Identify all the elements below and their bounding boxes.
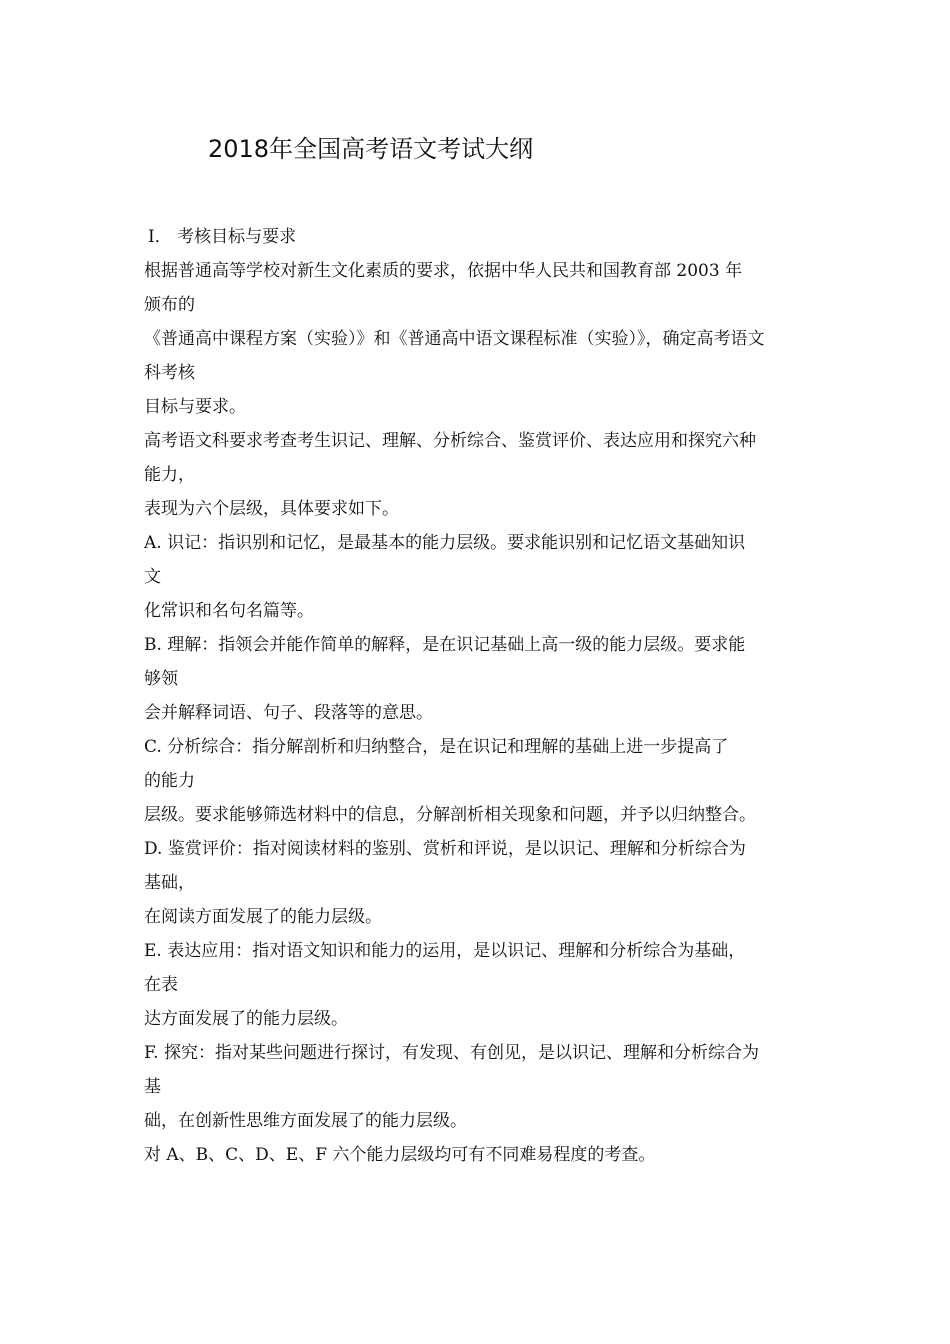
ability-c-line: 的能力 (144, 771, 195, 791)
ability-f-line: F. 探究：指对某些问题进行探讨，有发现、有创见，是以识记、理解和分析综合为 (144, 1043, 759, 1063)
paragraph-line: 目标与要求。 (144, 397, 246, 417)
document-title: 2018年全国高考语文考试大纲 (208, 135, 534, 163)
ability-d-line: 在阅读方面发展了的能力层级。 (144, 907, 382, 927)
summary-line: 对 A、B、C、D、E、F 六个能力层级均可有不同难易程度的考查。 (144, 1145, 656, 1165)
ability-e-line: E. 表达应用：指对语文知识和能力的运用，是以识记、理解和分析综合为基础， (144, 941, 746, 961)
ability-a-line: A. 识记：指识别和记忆，是最基本的能力层级。要求能识别和记忆语文基础知识 (144, 533, 746, 553)
paragraph-line: 根据普通高等学校对新生文化素质的要求，依据中华人民共和国教育部 2003 年 (144, 261, 743, 281)
paragraph-line: 能力， (144, 465, 195, 485)
ability-a-line: 化常识和名句名篇等。 (144, 601, 314, 621)
ability-d-line: 基础， (144, 873, 195, 893)
ability-c-line: C. 分析综合：指分解剖析和归纳整合，是在识记和理解的基础上进一步提高了 (144, 737, 729, 757)
document-body (144, 220, 824, 1172)
ability-c-line: 层级。要求能够筛选材料中的信息，分解剖析相关现象和问题，并予以归纳整合。 (144, 805, 756, 825)
ability-a-line: 文 (144, 567, 161, 587)
ability-b-line: 够领 (144, 669, 178, 689)
paragraph-line: 《普通高中课程方案（实验）》和《普通高中语文课程标准（实验）》，确定高考语文 (144, 329, 765, 349)
paragraph-line: 科考核 (144, 363, 195, 383)
paragraph-line: 高考语文科要求考查考生识记、理解、分析综合、鉴赏评价、表达应用和探究六种 (144, 431, 756, 451)
ability-f-line: 础，在创新性思维方面发展了的能力层级。 (144, 1111, 467, 1131)
ability-f-line: 基 (144, 1077, 161, 1097)
ability-e-line: 在表 (144, 975, 178, 995)
ability-d-line: D. 鉴赏评价：指对阅读材料的鉴别、赏析和评说，是以识记、理解和分析综合为 (144, 839, 746, 859)
ability-b-line: B. 理解：指领会并能作简单的解释，是在识记基础上高一级的能力层级。要求能 (144, 635, 746, 655)
section-heading: Ⅰ． 考核目标与要求 (148, 227, 297, 247)
paragraph-line: 表现为六个层级，具体要求如下。 (144, 499, 399, 519)
ability-e-line: 达方面发展了的能力层级。 (144, 1009, 348, 1029)
paragraph-line: 颁布的 (144, 295, 195, 315)
ability-b-line: 会并解释词语、句子、段落等的意思。 (144, 703, 433, 723)
